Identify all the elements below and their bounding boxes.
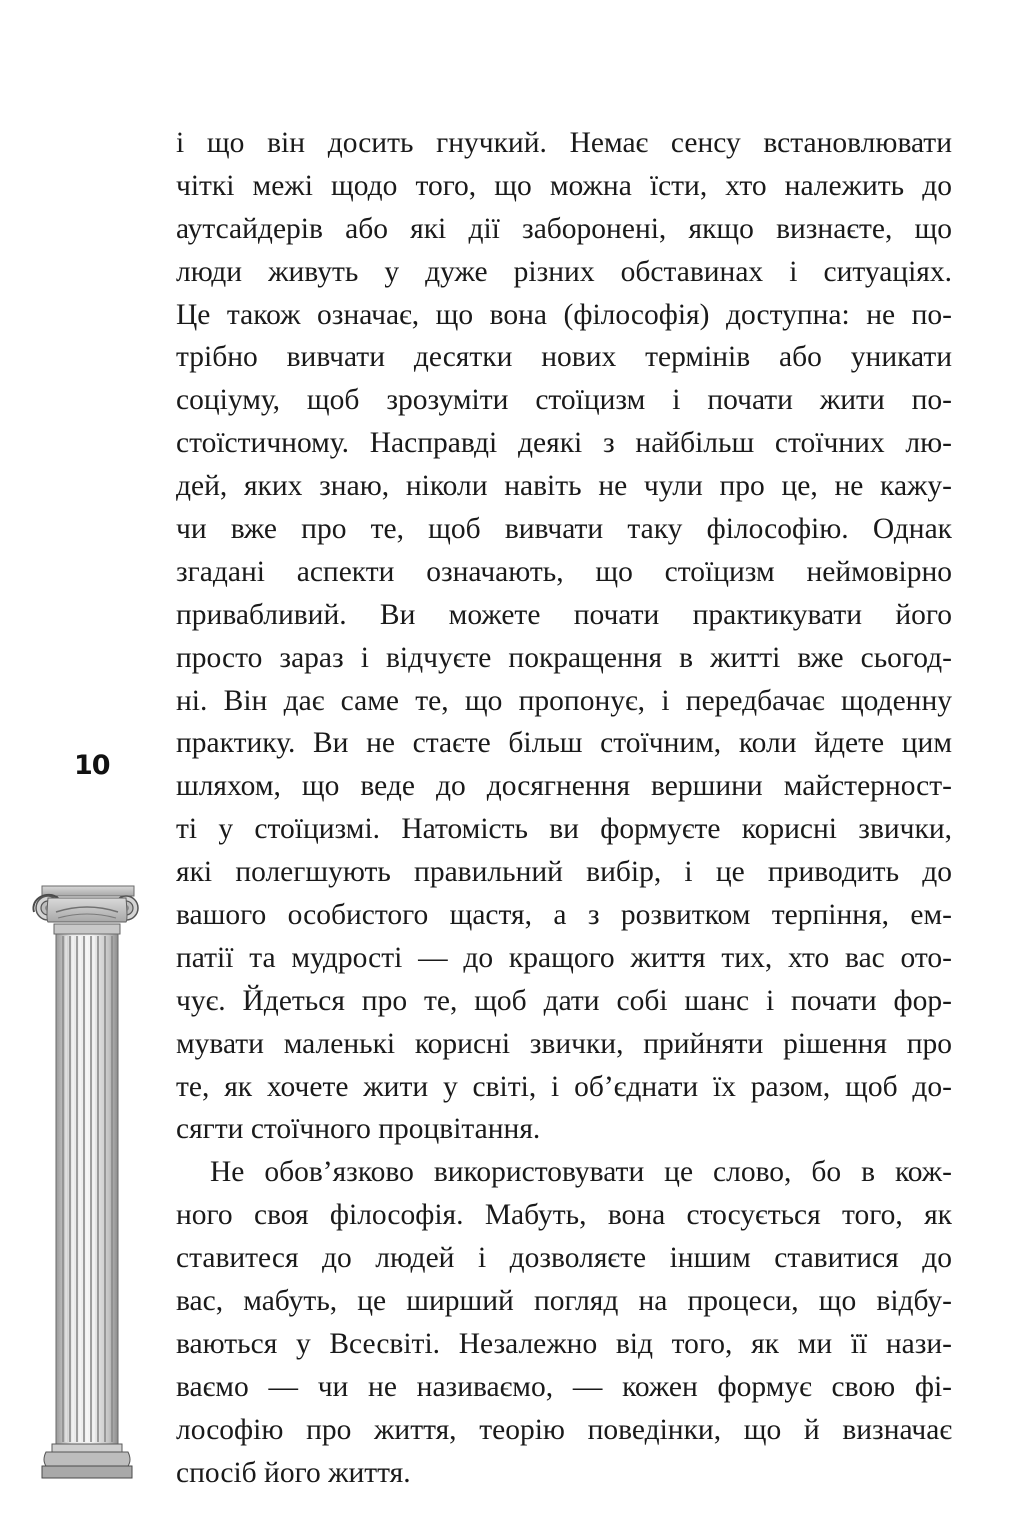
text-line: те, як хочете жити у світі, і об’єднати їх разом, щоб до- [176,1070,952,1103]
text-line: стоїстичному. Насправді деякі з найбільш стоїчних лю- [176,427,952,460]
text-line: які полегшують правильний вибір, і це приводить до [176,856,952,889]
body-text [176,122,952,1495]
text-line: шляхом, що веде до досягнення вершини майстерност- [176,770,952,803]
text-line: трібно вивчати десятки нових термінів або уникати [176,341,952,374]
text-line: мувати маленькі корисні звички, прийняти рішення про [176,1027,952,1060]
text-line: дей, яких знаю, ніколи навіть не чули про це, не кажу- [176,470,952,503]
text-line: Не обов’язково використовувати це слово, бо в кож- [210,1156,952,1189]
text-line: патії та мудрості — до кращого життя тих, хто вас ото- [176,941,952,974]
text-line: соціуму, щоб зрозуміти стоїцизм і почати жити по- [176,384,952,417]
text-line: вашого особистого щастя, а з розвитком терпіння, ем- [176,899,952,932]
text-line: ваємо — чи не називаємо, — кожен формує свою фі- [176,1370,952,1403]
text-line: згадані аспекти означають, що стоїцизм неймовірно [176,555,952,588]
text-line: лософію про життя, теорію поведінки, що й визначає [176,1413,952,1446]
text-line: чіткі межі щодо того, що можна їсти, хто належить до [176,169,952,202]
text-line: ті у стоїцизмі. Натомість ви формуєте корисні звички, [176,813,952,846]
text-line: ваються у Всесвіті. Незалежно від того, як ми її нази- [176,1327,952,1360]
text-line: і що він досить гнучкий. Немає сенсу встановлювати [176,127,952,159]
text-line: чи вже про те, щоб вивчати таку філософію. Однак [176,513,952,546]
text-line: ставитеся до людей і дозволяєте іншим ставитися до [176,1242,952,1275]
text-line: ного своя філософія. Мабуть, вона стосується того, як [176,1199,952,1232]
text-line: Це також означає, що вона (філософія) доступна: не по- [176,298,952,331]
text-line: вас, мабуть, це ширший погляд на процеси, що відбу- [176,1285,952,1318]
page-number: 10 [74,750,110,781]
text-line: спосіб його життя. [176,1456,411,1489]
text-line: аутсайдерів або які дії заборонені, якщо визнаєте, що [176,212,952,245]
text-line: привабливий. Ви можете почати практикувати його [176,598,952,631]
text-line: практику. Ви не стаєте більш стоїчним, коли йдете цим [176,727,952,760]
text-line: ні. Він дає саме те, що пропонує, і передбачає щоденну [176,684,952,717]
text-line: сягти стоїчного процвітання. [176,1113,541,1146]
text-line: просто зараз і відчуєте покращення в житті вже сьогод- [176,641,952,674]
ionic-column-icon [28,872,146,1484]
text-line: люди живуть у дуже різних обставинах і ситуаціях. [176,255,952,288]
text-line: чує. Йдеться про те, щоб дати собі шанс і почати фор- [176,984,952,1017]
